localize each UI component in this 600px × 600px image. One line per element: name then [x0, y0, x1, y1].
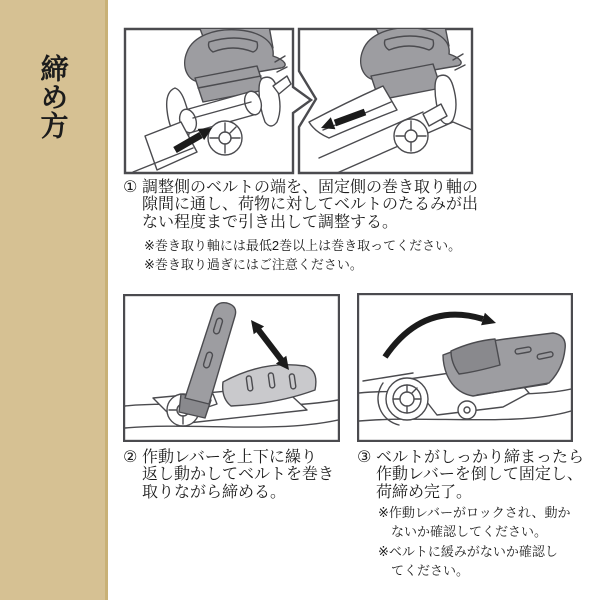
step-2-line: 作動レバーを上下に繰り [142, 449, 317, 466]
step-3-line: 作動レバーを倒して固定し、 [376, 466, 583, 484]
step-1-line: 調整側のベルトの端を、固定側の巻き取り軸の [142, 179, 479, 196]
step-1-caption [123, 179, 478, 231]
step-2-line: 取りながら締める。 [142, 483, 287, 501]
step-2-illustration [123, 294, 340, 442]
step-2-number: ② [123, 449, 138, 466]
step-1-line: ない程度まで引き出して調整する。 [142, 213, 399, 231]
step-3-caption [357, 449, 584, 501]
step-3-line: 荷締め完了。 [376, 483, 473, 501]
note-line: てください。 [391, 563, 470, 579]
note-line: ※巻き取り過ぎにはご注意ください。 [144, 257, 363, 273]
step-1-illustration [123, 26, 475, 176]
step-1-line: 隙間に通し、荷物に対してベルトのたるみが出 [142, 196, 479, 214]
note-line: ないか確認してください。 [391, 524, 548, 540]
note-line: ※ベルトに緩みがないか確認し [378, 543, 558, 559]
step-2-caption [123, 449, 334, 501]
step-3-number: ③ [357, 449, 372, 466]
note-line: ※巻き取り軸には最低2巻以上は巻き取ってください。 [144, 238, 462, 253]
step-3-line: ベルトがしっかり締まったら [376, 449, 585, 466]
note-line: ※作動レバーがロックされ、動か [378, 505, 571, 520]
page-title: 締め方 [37, 54, 69, 140]
step-1-notes [144, 236, 461, 275]
step-2-line: 返し動かしてベルトを巻き [142, 466, 335, 484]
sidebar [0, 0, 108, 600]
step-3-notes [378, 503, 571, 581]
step-3-illustration [357, 293, 573, 442]
step-1-number: ① [123, 179, 138, 196]
